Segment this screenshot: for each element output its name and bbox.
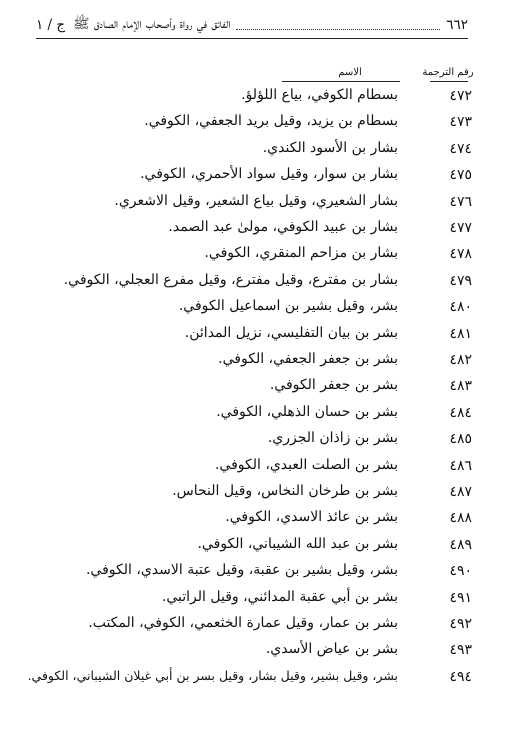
entry-name: بشر، وقيل بشير، وقيل بشار، وقيل بسر بن أبي غيلان الشيباني، الكوفي.	[27, 667, 398, 683]
entry-name: بشر بن عمار، وقيل عمارة الخثعمي، الكوفي، المكتب.	[88, 615, 398, 631]
list-item	[0, 84, 516, 110]
page-header	[36, 14, 468, 36]
list-item	[0, 506, 516, 532]
list-item	[0, 559, 516, 585]
entry-number: ٤٨٣	[449, 378, 472, 395]
entry-name: بشر، وقيل بشير بن اسماعيل الكوفي.	[178, 298, 398, 315]
entry-name: بشر، وقيل بشير بن عقبة، وقيل عتبة الاسدي، الكوفي.	[85, 562, 398, 579]
list-item	[0, 137, 516, 163]
column-header-number: رقم الترجمة	[422, 67, 474, 78]
list-item	[0, 295, 516, 321]
entry-number: ٤٧٣	[449, 114, 472, 131]
list-item	[0, 374, 516, 400]
entry-number: ٤٧٢	[449, 88, 472, 104]
column-header-number-underline	[430, 81, 468, 82]
column-header-name-underline	[282, 81, 400, 82]
entry-name: بشر بن عياض الأسدي.	[265, 641, 398, 658]
entry-name: بسطام الكوفي، بياع اللؤلؤ.	[241, 87, 398, 103]
entry-name: بشار بن مفترع، وقيل مفترع، وقيل مفرع العجلي، الكوفي.	[63, 271, 398, 288]
entry-number: ٤٨١	[449, 325, 472, 342]
entry-number: ٤٨٤	[449, 404, 472, 421]
entry-name: بشر بن طرخان النخاس، وقيل النحاس.	[172, 483, 398, 499]
column-header-name: الاسم	[338, 67, 362, 78]
entry-number: ٤٧٥	[449, 167, 472, 184]
entry-number: ٤٩١	[449, 589, 472, 606]
entry-name: بشار بن سوار، وقيل سواد الأحمري، الكوفي.	[140, 166, 398, 183]
entry-name: بشر بن حسان الذهلي، الكوفي.	[216, 403, 398, 420]
entry-name: بشر بن عائذ الاسدي، الكوفي.	[225, 509, 398, 526]
list-item	[0, 665, 516, 691]
list-item	[0, 427, 516, 453]
list-item	[0, 454, 516, 480]
entry-number: ٤٨٩	[449, 536, 472, 553]
entry-number: ٤٧٦	[449, 193, 472, 210]
volume-label: ج / ١	[36, 17, 66, 33]
list-item	[0, 190, 516, 216]
entry-number: ٤٩٠	[449, 563, 472, 580]
entry-name: بشر بن جعفر الجعفي، الكوفي.	[218, 351, 398, 367]
entry-name: بشر بن الصلت العبدي، الكوفي.	[214, 456, 398, 473]
entry-number: ٤٩٢	[449, 616, 472, 632]
entry-name: بشار بن مزاحم المنقري، الكوفي.	[204, 245, 398, 262]
list-item	[0, 348, 516, 374]
entry-number: ٤٩٤	[449, 668, 472, 685]
list-item	[0, 322, 516, 348]
list-item	[0, 163, 516, 189]
entry-name: بشر بن أبي عقبة المدائني، وقيل الراتبي.	[161, 588, 398, 605]
entry-number: ٤٨٠	[449, 299, 472, 316]
list-item	[0, 586, 516, 612]
entry-number: ٤٨٨	[449, 510, 472, 527]
entry-name: بشار الشعيري، وقيل بياع الشعير، وقيل الاشعري.	[114, 192, 398, 209]
entry-number: ٤٨٦	[449, 457, 472, 474]
entry-number: ٤٨٥	[449, 431, 472, 448]
page-number: ٦٦٢	[446, 17, 468, 33]
entry-number: ٤٧٤	[449, 140, 472, 157]
entry-name: بشر بن جعفر الكوفي.	[269, 377, 398, 394]
entry-number: ٤٨٢	[449, 352, 472, 368]
entry-number: ٤٧٩	[449, 272, 472, 289]
list-item	[0, 216, 516, 242]
entry-name: بشار بن عبيد الكوفي، مولىٰ عبد الصمد.	[168, 219, 398, 235]
list-item	[0, 401, 516, 427]
entry-name: بشر بن زاذان الجزري.	[267, 430, 398, 447]
list-item	[0, 612, 516, 638]
entry-number: ٤٨٧	[449, 484, 472, 500]
list-item	[0, 533, 516, 559]
list-item	[0, 269, 516, 295]
entry-number: ٤٧٧	[449, 220, 472, 236]
list-item	[0, 480, 516, 506]
list-item	[0, 242, 516, 268]
entry-name: بشر بن عبد الله الشيباني، الكوفي.	[197, 535, 398, 552]
header-dot-leader	[236, 28, 440, 30]
entry-name: بسطام بن يزيد، وقيل بريد الجعفي، الكوفي.	[144, 113, 398, 130]
book-title: الفائق في رواة وأصحاب الإمام الصادق ﷺ	[73, 16, 231, 32]
entry-number: ٤٩٣	[449, 642, 472, 659]
list-item	[0, 638, 516, 664]
list-item	[0, 110, 516, 136]
entry-name: بشر بن بيان التفليسي، نزيل المدائن.	[184, 324, 398, 341]
entry-name: بشار بن الأسود الكندي.	[262, 139, 398, 156]
header-divider	[36, 38, 468, 39]
entry-number: ٤٧٨	[449, 246, 472, 263]
